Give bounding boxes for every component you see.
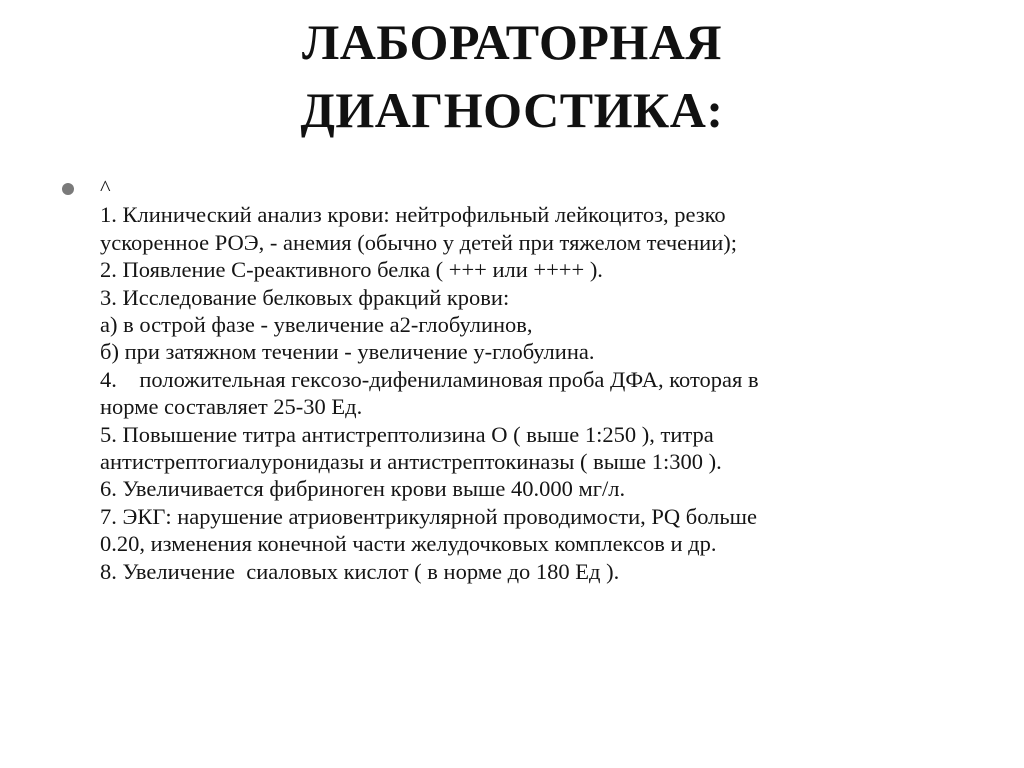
- body-line: антистрептогиалуронидазы и антистрептокиназы ( выше 1:300 ).: [100, 449, 722, 475]
- slide-body: [100, 174, 960, 585]
- slide-title-line: ЛАБОРАТОРНАЯ: [301, 14, 723, 70]
- body-line: ^: [100, 175, 111, 200]
- body-line: 8. Увеличение сиаловых кислот ( в норме до 180 Ед ).: [100, 558, 620, 584]
- body-line: 6. Увеличивается фибриноген крови выше 40.000 мг/л.: [100, 476, 626, 502]
- body-line: 7. ЭКГ: нарушение атриовентрикулярной проводимости, PQ больше: [100, 503, 757, 529]
- body-line: б) при затяжном течении - увеличение у-глобулина.: [100, 339, 595, 365]
- slide-title-line: ДИАГНОСТИКА:: [300, 82, 724, 138]
- body-line: 4. положительная гексозо-дифениламиновая проба ДФА, которая в: [100, 366, 759, 392]
- bullet-dot-icon: [62, 183, 74, 195]
- body-line: 5. Повышение титра антистрептолизина О ( выше 1:250 ), титра: [100, 421, 714, 447]
- slide-title: [0, 8, 1024, 144]
- body-line: 0.20, изменения конечной части желудочковых комплексов и др.: [100, 531, 717, 557]
- body-line: а) в острой фазе - увеличение а2-глобулинов,: [100, 312, 533, 338]
- body-line: норме составляет 25-30 Ед.: [100, 394, 363, 420]
- body-line: ускоренное РОЭ, - анемия (обычно у детей при тяжелом течении);: [100, 229, 738, 255]
- body-line: 2. Появление С-реактивного белка ( +++ или ++++ ).: [100, 257, 603, 283]
- body-line: 3. Исследование белковых фракций крови:: [100, 284, 510, 310]
- body-line: 1. Клинический анализ крови: нейтрофильный лейкоцитоз, резко: [100, 202, 726, 228]
